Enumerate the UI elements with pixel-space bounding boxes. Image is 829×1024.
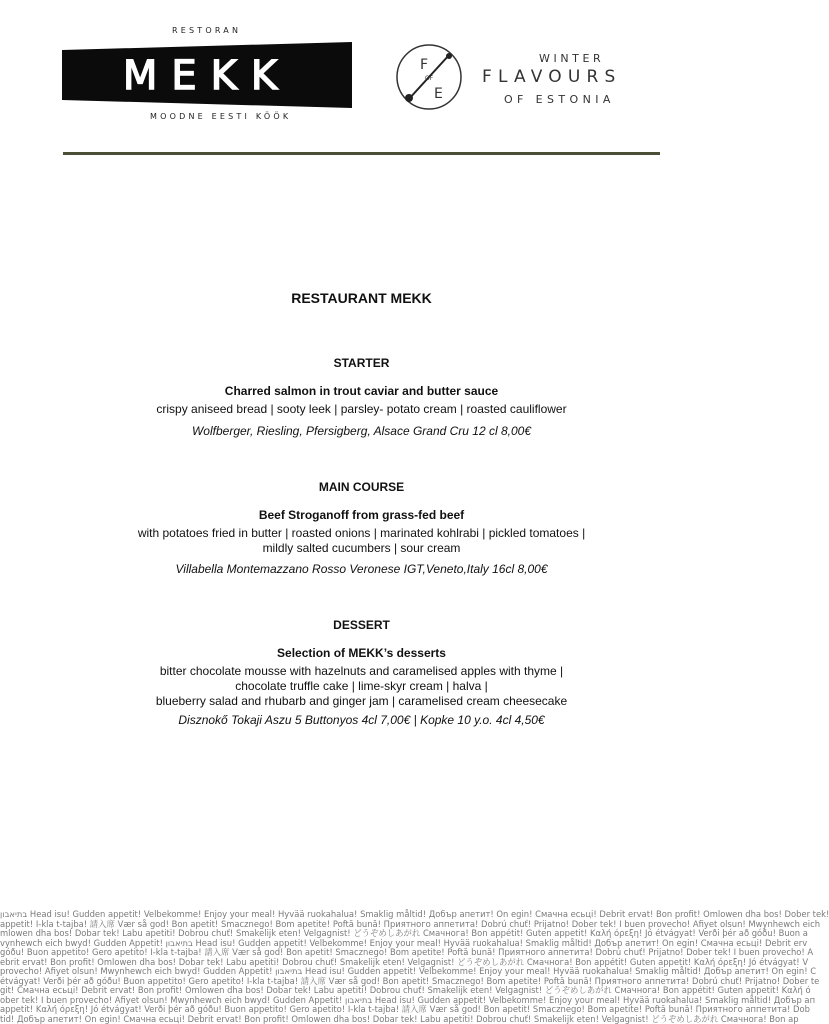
wf-winter-text: WINTER	[539, 52, 605, 65]
mekk-wordmark: MEKK	[122, 53, 292, 99]
page-title: RESTAURANT MEKK	[291, 290, 432, 306]
starter-dish-description: crispy aniseed bread | sooty leek | parsley- potato cream | roasted cauliflower	[156, 402, 567, 416]
pattern-line: tid! Добър апетит! On egin! Смачна ecьці! Debrit ervat! Bon profit! Omlowen dha bos! Dobar tek! Labu apetiti! Dobrou chuť! Smakelijk eten! Velgagnist! どうぞめしあがれ Смачнога! Bon ap	[0, 1013, 799, 1024]
wf-estonia-text: OF ESTONIA	[504, 93, 615, 106]
pattern-line: mlowen dha bos! Dobar tek! Labu apetiti! Dobrou chuť! Smakelijk eten! Velgagnist! どうぞめしあがれ Смачнога! Bon appétit! Guten appetit! Καλή όρεξη! Jó étvágyat! Verði þér að góðu! Buon a	[0, 928, 808, 938]
main-dish-name: Beef Stroganoff from grass-fed beef	[258, 508, 465, 522]
pattern-line: git! Смачна ecьці! Debrit ervat! Bon profit! Omlowen dha bos! Dobar tek! Labu apetiti! Dobrou chuť! Smakelijk eten! Velgagnist! どうぞめしあがれ Смачнога! Bon appétit! Guten appetit! Καλή ό	[0, 985, 811, 995]
main-dish-description-line: mildly salted cucumbers | sour cream	[262, 541, 461, 555]
starter-heading: STARTER	[333, 356, 390, 370]
mekk-wordmark-band	[62, 42, 352, 108]
dessert-wine-pairing: Disznokő Tokaji Aszu 5 Buttonyos 4cl 7,00€ | Kopke 10 y.o. 4cl 4,50€	[178, 713, 545, 727]
wf-flavours-text: FLAVOURS	[482, 67, 622, 87]
pattern-line: ober tek! I buen provecho! Afiyet olsun! Mwynhewch eich bwyd! Gudden Appetit! בתיאבון Head isu! Gudden appetit! Velbekomme! Enjoy your meal! Hyvää ruokahalua! Smaklig måltid! Добър ап	[0, 994, 816, 1005]
pattern-line: góðu! Buon appetito! Gero apetito! I-kla t-tajba! 請入席 Vær så god! Bon apetit! Smacznego! Bom apetite! Poftă bună! Приятного аппетита! Dobrú chuť! Prijatno! Dober tek! I buen provecho! A	[0, 947, 814, 957]
dessert-description-line: bitter chocolate mousse with hazelnuts and caramelised apples with thyme |	[159, 664, 564, 678]
fork-knife-badge-icon	[394, 42, 464, 112]
dessert-dish-name: Selection of MEKK’s desserts	[277, 646, 446, 660]
winter-flavours-logo	[394, 42, 674, 112]
pattern-line: ebrit ervat! Bon profit! Omlowen dha bos! Dobar tek! Labu apetiti! Dobrou chuť! Smakelijk eten! Velgagnist! どうぞめしあがれ Смачнога! Bon appétit! Guten appetit! Καλή όρεξη! Jó étvágyat! V	[0, 956, 809, 967]
dessert-description-line: blueberry salad and rhubarb and ginger jam | caramelised cream cheesecake	[155, 694, 568, 708]
multilingual-bon-appetit-pattern	[0, 909, 829, 1024]
starter-wine-pairing: Wolfberger, Riesling, Pfersigberg, Alsace Grand Cru 12 cl 8,00€	[191, 424, 532, 438]
logo-top-text: RESTORAN	[172, 26, 242, 35]
badge-letter-f: F	[420, 57, 429, 73]
header-divider	[63, 152, 660, 155]
mekk-logo	[62, 26, 352, 131]
pattern-line: appetit! I-kla t-tajba! 請入席 Vær så god! Bon apetit! Smacznego! Bom apetite! Poftă bună! Приятного аппетита! Dobrú chuť! Prijatno! Dober tek! I buen provecho! Afiyet olsun! Mwynhewch eich	[0, 918, 821, 929]
badge-letter-e: E	[434, 86, 443, 102]
pattern-line: appetit! Καλή όρεξη! Jó étvágyat! Verði þér að góðu! Buon appetito! Gero apetito! I-kla t-tajba! 請入席 Vær så god! Bon apetit! Smacznego! Bom apetite! Poftă bună! Приятного аппетита! Dob	[0, 1004, 810, 1014]
pattern-line: étvágyat! Verði þér að góðu! Buon appetito! Gero apetito! I-kla t-tajba! 請入席 Vær så god! Bon apetit! Smacznego! Bom apetite! Poftă bună! Приятного аппетита! Dobrú chuť! Prijatno! Dober te	[0, 975, 820, 986]
main-course-heading: MAIN COURSE	[318, 480, 405, 494]
pattern-line: בתיאבון Head isu! Gudden appetit! Velbekomme! Enjoy your meal! Hyvää ruokahalua! Smaklig måltid! Добър апетит! On egin! Смачна ecьці! Debrit ervat! Bon profit! Omlowen dha bos! Dober tek!	[0, 909, 829, 919]
main-dish-description-line: with potatoes fried in butter | roasted onions | marinated kohlrabi | pickled tomatoes |	[137, 526, 586, 540]
starter-dish-name: Charred salmon in trout caviar and butter sauce	[224, 384, 499, 398]
page-header	[0, 0, 723, 160]
pattern-line: vynhewch eich bwyd! Gudden Appetit! בתיאבון Head isu! Gudden appetit! Velbekomme! Enjoy your meal! Hyvää ruokahalua! Smaklig måltid! Добър апетит! On egin! Смачна ecьці! Debrit erv	[0, 937, 808, 948]
pattern-line: provecho! Afiyet olsun! Mwynhewch eich bwyd! Gudden Appetit! בתיאבון Head isu! Gudden appetit! Velbekomme! Enjoy your meal! Hyvää ruokahalua! Smaklig måltid! Добър апетит! On egin! С	[0, 966, 817, 976]
logo-bottom-text: MOODNE EESTI KÖÖK	[150, 112, 292, 121]
main-wine-pairing: Villabella Montemazzano Rosso Veronese IGT,Veneto,Italy 16cl 8,00€	[175, 562, 548, 576]
dessert-heading: DESSERT	[333, 618, 390, 632]
badge-letter-of: OF	[425, 75, 434, 82]
dessert-description-line: chocolate truffle cake | lime-skyr cream | halva |	[235, 679, 488, 693]
